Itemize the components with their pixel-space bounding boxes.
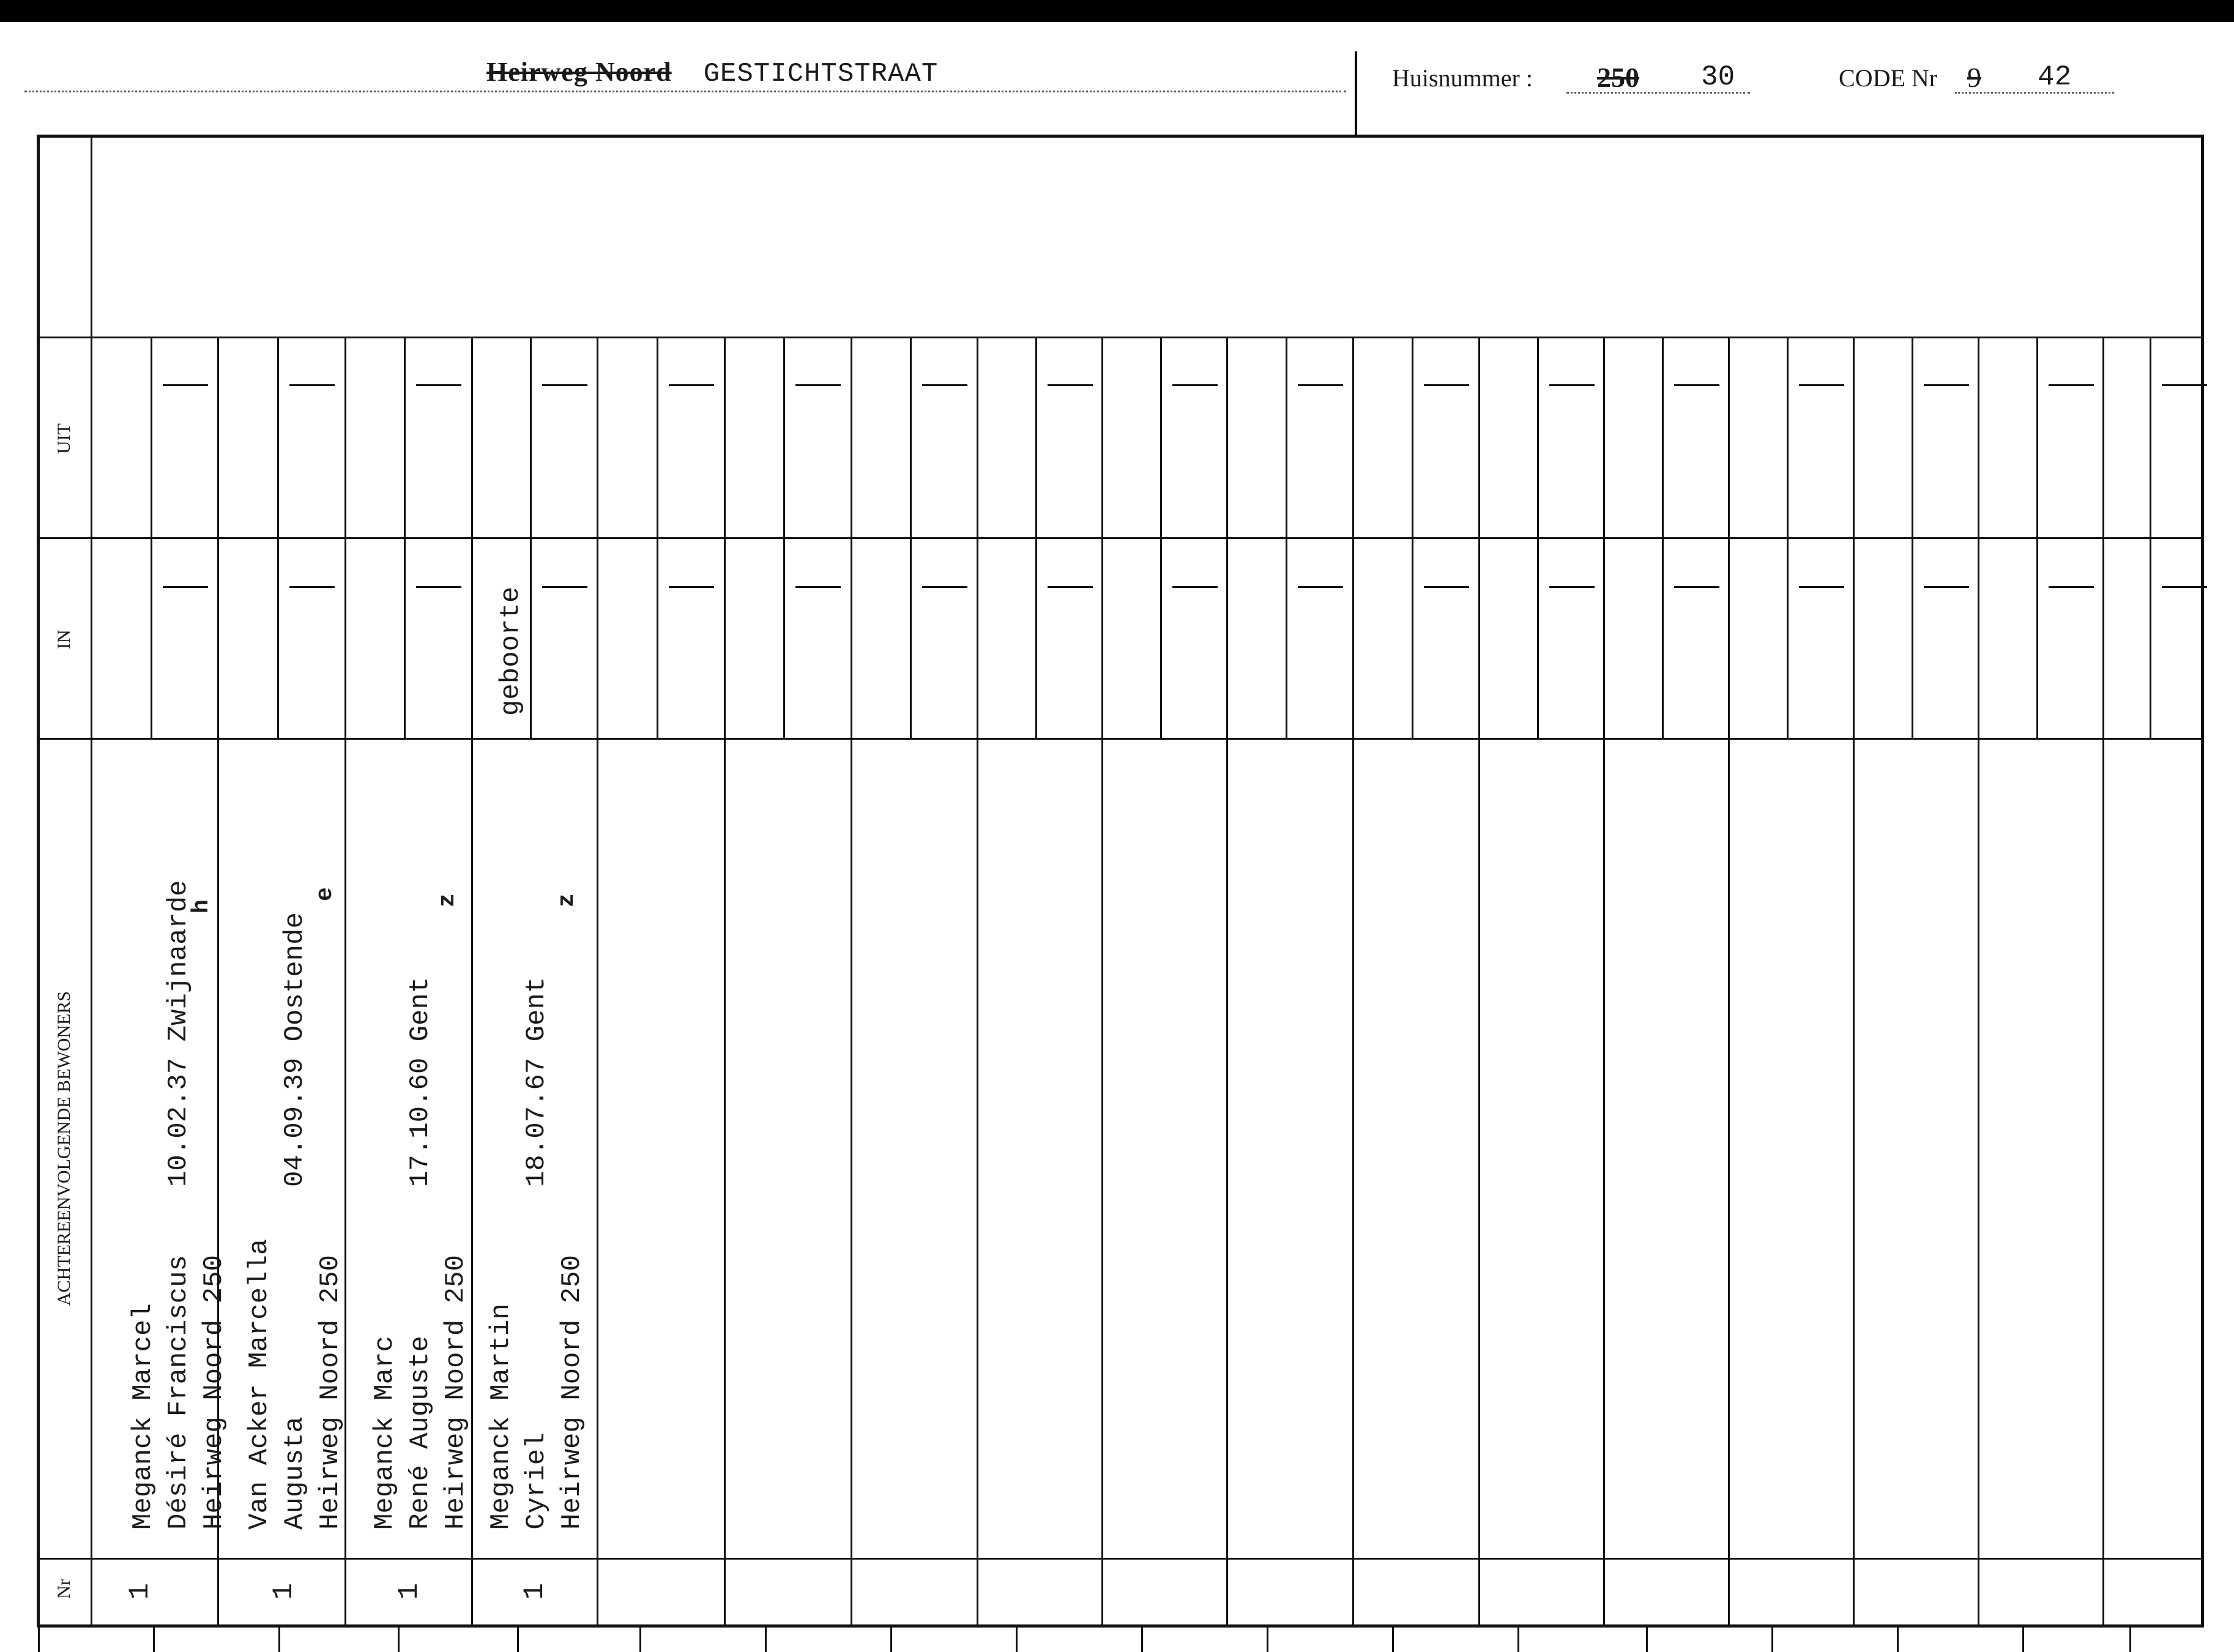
bottom-tick	[1771, 1628, 1773, 1652]
sub-column-divider	[1537, 338, 1539, 738]
sub-column-divider	[2036, 338, 2038, 738]
resident-4-surname: Meganck Martin	[486, 1303, 516, 1530]
sub-column-divider	[910, 338, 912, 738]
street-name	[486, 56, 938, 89]
label-column-divider	[91, 136, 92, 1626]
nr-top-line	[37, 1558, 2203, 1560]
resident-1-address: Heirweg Noord 250	[199, 1255, 229, 1530]
in-label: IN	[54, 630, 74, 649]
code-dotted-line	[1955, 92, 2114, 94]
street-new-name: GESTICHTSTRAAT	[703, 59, 939, 89]
uit-dash	[416, 384, 461, 386]
resident-entry-2	[242, 912, 348, 1530]
bottom-tick	[1646, 1628, 1648, 1652]
uit-dash	[922, 384, 967, 386]
resident-2-address: Heirweg Noord 250	[315, 1255, 346, 1530]
resident-4-given-names: Cyriel	[521, 1432, 552, 1530]
bottom-tick	[765, 1628, 767, 1652]
column-divider	[1478, 338, 1480, 1625]
resident-1-given-names: Désiré Franciscus	[163, 1255, 194, 1530]
street-dotted-line	[24, 91, 1346, 92]
column-divider	[1352, 338, 1354, 1625]
uit-dash	[1799, 384, 1844, 386]
bottom-tick	[639, 1628, 641, 1652]
huisnummer-old: 250	[1597, 62, 1639, 93]
scan-top-border	[0, 0, 2234, 22]
resident-2-birthdate: 04.09.39	[280, 1057, 310, 1187]
bottom-tick	[517, 1628, 519, 1652]
resident-4-birthdate: 18.07.67	[521, 1057, 552, 1187]
resident-1-surname: Meganck Marcel	[128, 1303, 158, 1530]
in-dash	[1549, 586, 1595, 588]
resident-3-given-names: René Auguste	[405, 1336, 436, 1530]
column-divider	[597, 338, 598, 1625]
resident-4-in-reason: geboorte	[496, 586, 526, 716]
uit-top-line	[91, 337, 2203, 338]
sub-column-divider	[1286, 338, 1287, 738]
column-divider	[1101, 338, 1103, 1625]
resident-3-surname: Meganck Marc	[370, 1336, 400, 1530]
column-divider	[1603, 338, 1605, 1625]
in-dash	[1424, 586, 1469, 588]
in-dash	[1924, 586, 1969, 588]
resident-2-given-names: Augusta	[280, 1416, 310, 1530]
sub-column-divider	[1412, 338, 1413, 738]
uit-top-line-label	[37, 337, 92, 338]
in-dash	[416, 586, 461, 588]
resident-entry-3	[367, 977, 474, 1530]
uit-dash	[2049, 384, 2094, 386]
bottom-tick	[2022, 1628, 2024, 1652]
resident-3-code: z	[434, 893, 461, 907]
in-dash	[2162, 586, 2207, 588]
column-divider	[1226, 338, 1228, 1625]
uit-label: UIT	[54, 423, 74, 454]
uit-dash	[542, 384, 587, 386]
sub-column-divider	[277, 338, 279, 738]
in-dash	[2049, 586, 2094, 588]
huisnummer-dotted-line	[1566, 92, 1750, 94]
bottom-tick	[1392, 1628, 1394, 1652]
bottom-tick	[153, 1628, 155, 1652]
code-old: 9	[1967, 62, 1981, 93]
sub-column-divider	[657, 338, 658, 738]
header-divider	[1355, 51, 1357, 137]
in-top-line	[37, 537, 2203, 539]
bottom-tick	[1517, 1628, 1519, 1652]
sub-column-divider	[404, 338, 406, 738]
resident-3-address: Heirweg Noord 250	[441, 1255, 471, 1530]
resident-4-address: Heirweg Noord 250	[557, 1255, 587, 1530]
uit-dash	[795, 384, 841, 386]
resident-1-birthdate: 10.02.37	[163, 1057, 194, 1187]
street-old-name: Heirweg Noord	[486, 57, 672, 87]
resident-3-nr: 1	[393, 1583, 425, 1600]
resident-2-nr: 1	[267, 1583, 300, 1600]
in-dash	[795, 586, 841, 588]
in-dash	[163, 586, 208, 588]
column-divider	[1853, 338, 1855, 1625]
in-dash	[542, 586, 587, 588]
uit-dash	[1549, 384, 1595, 386]
in-dash	[669, 586, 714, 588]
sub-column-divider	[1160, 338, 1162, 738]
bewoners-top-line	[37, 738, 2203, 740]
in-dash	[1172, 586, 1218, 588]
resident-2-birthplace: Oostende	[280, 912, 310, 1042]
in-dash	[1048, 586, 1093, 588]
in-dash	[1674, 586, 1719, 588]
resident-3-birthplace: Gent	[405, 977, 436, 1042]
in-dash	[1298, 586, 1343, 588]
resident-entry-1	[125, 880, 232, 1530]
resident-1-birthplace: Zwijnaarde	[163, 880, 194, 1042]
sub-column-divider	[530, 338, 532, 738]
uit-dash	[669, 384, 714, 386]
bottom-tick	[2129, 1628, 2131, 1652]
uit-dash	[1048, 384, 1093, 386]
bottom-tick	[1897, 1628, 1899, 1652]
uit-dash	[163, 384, 208, 386]
uit-dash	[2162, 384, 2207, 386]
sub-column-divider	[1787, 338, 1789, 738]
uit-dash	[289, 384, 335, 386]
resident-2-code: e	[311, 887, 338, 901]
register-form-frame	[37, 135, 2204, 1628]
column-divider	[724, 338, 726, 1625]
resident-1-code: h	[188, 899, 215, 913]
bewoners-label: ACHTEREENVOLGENDE BEWONERS	[54, 991, 74, 1306]
column-divider	[977, 338, 978, 1625]
sub-column-divider	[1662, 338, 1664, 738]
bottom-tick	[1016, 1628, 1018, 1652]
resident-4-nr: 1	[518, 1583, 551, 1600]
bottom-tick	[38, 1628, 40, 1652]
column-divider	[851, 338, 852, 1625]
huisnummer-new: 30	[1701, 61, 1735, 93]
in-dash	[922, 586, 967, 588]
resident-2-surname: Van Acker Marcella	[244, 1238, 275, 1530]
resident-entry-4	[483, 977, 590, 1530]
uit-dash	[1424, 384, 1469, 386]
code-label: CODE Nr	[1839, 64, 1938, 92]
bottom-tick	[278, 1628, 280, 1652]
uit-dash	[1674, 384, 1719, 386]
bottom-tick	[890, 1628, 892, 1652]
bottom-tick	[1267, 1628, 1268, 1652]
resident-1-nr: 1	[124, 1583, 156, 1600]
uit-dash	[1298, 384, 1343, 386]
sub-column-divider	[2150, 338, 2151, 738]
resident-4-birthplace: Gent	[521, 977, 552, 1042]
sub-column-divider	[783, 338, 785, 738]
in-dash	[1799, 586, 1844, 588]
column-divider	[1728, 338, 1730, 1625]
resident-4-code: z	[553, 893, 580, 907]
in-dash	[289, 586, 335, 588]
column-divider	[1978, 338, 1979, 1625]
bottom-tick	[398, 1628, 400, 1652]
huisnummer-label: Huisnummer :	[1392, 64, 1533, 92]
sub-column-divider	[1912, 338, 1913, 738]
code-new: 42	[2038, 61, 2072, 93]
resident-3-birthdate: 17.10.60	[405, 1057, 436, 1187]
sub-column-divider	[151, 338, 152, 738]
uit-dash	[1924, 384, 1969, 386]
column-divider	[2102, 338, 2104, 1625]
sub-column-divider	[1035, 338, 1037, 738]
uit-dash	[1172, 384, 1218, 386]
nr-label: Nr	[54, 1579, 74, 1599]
bottom-tick	[1141, 1628, 1143, 1652]
